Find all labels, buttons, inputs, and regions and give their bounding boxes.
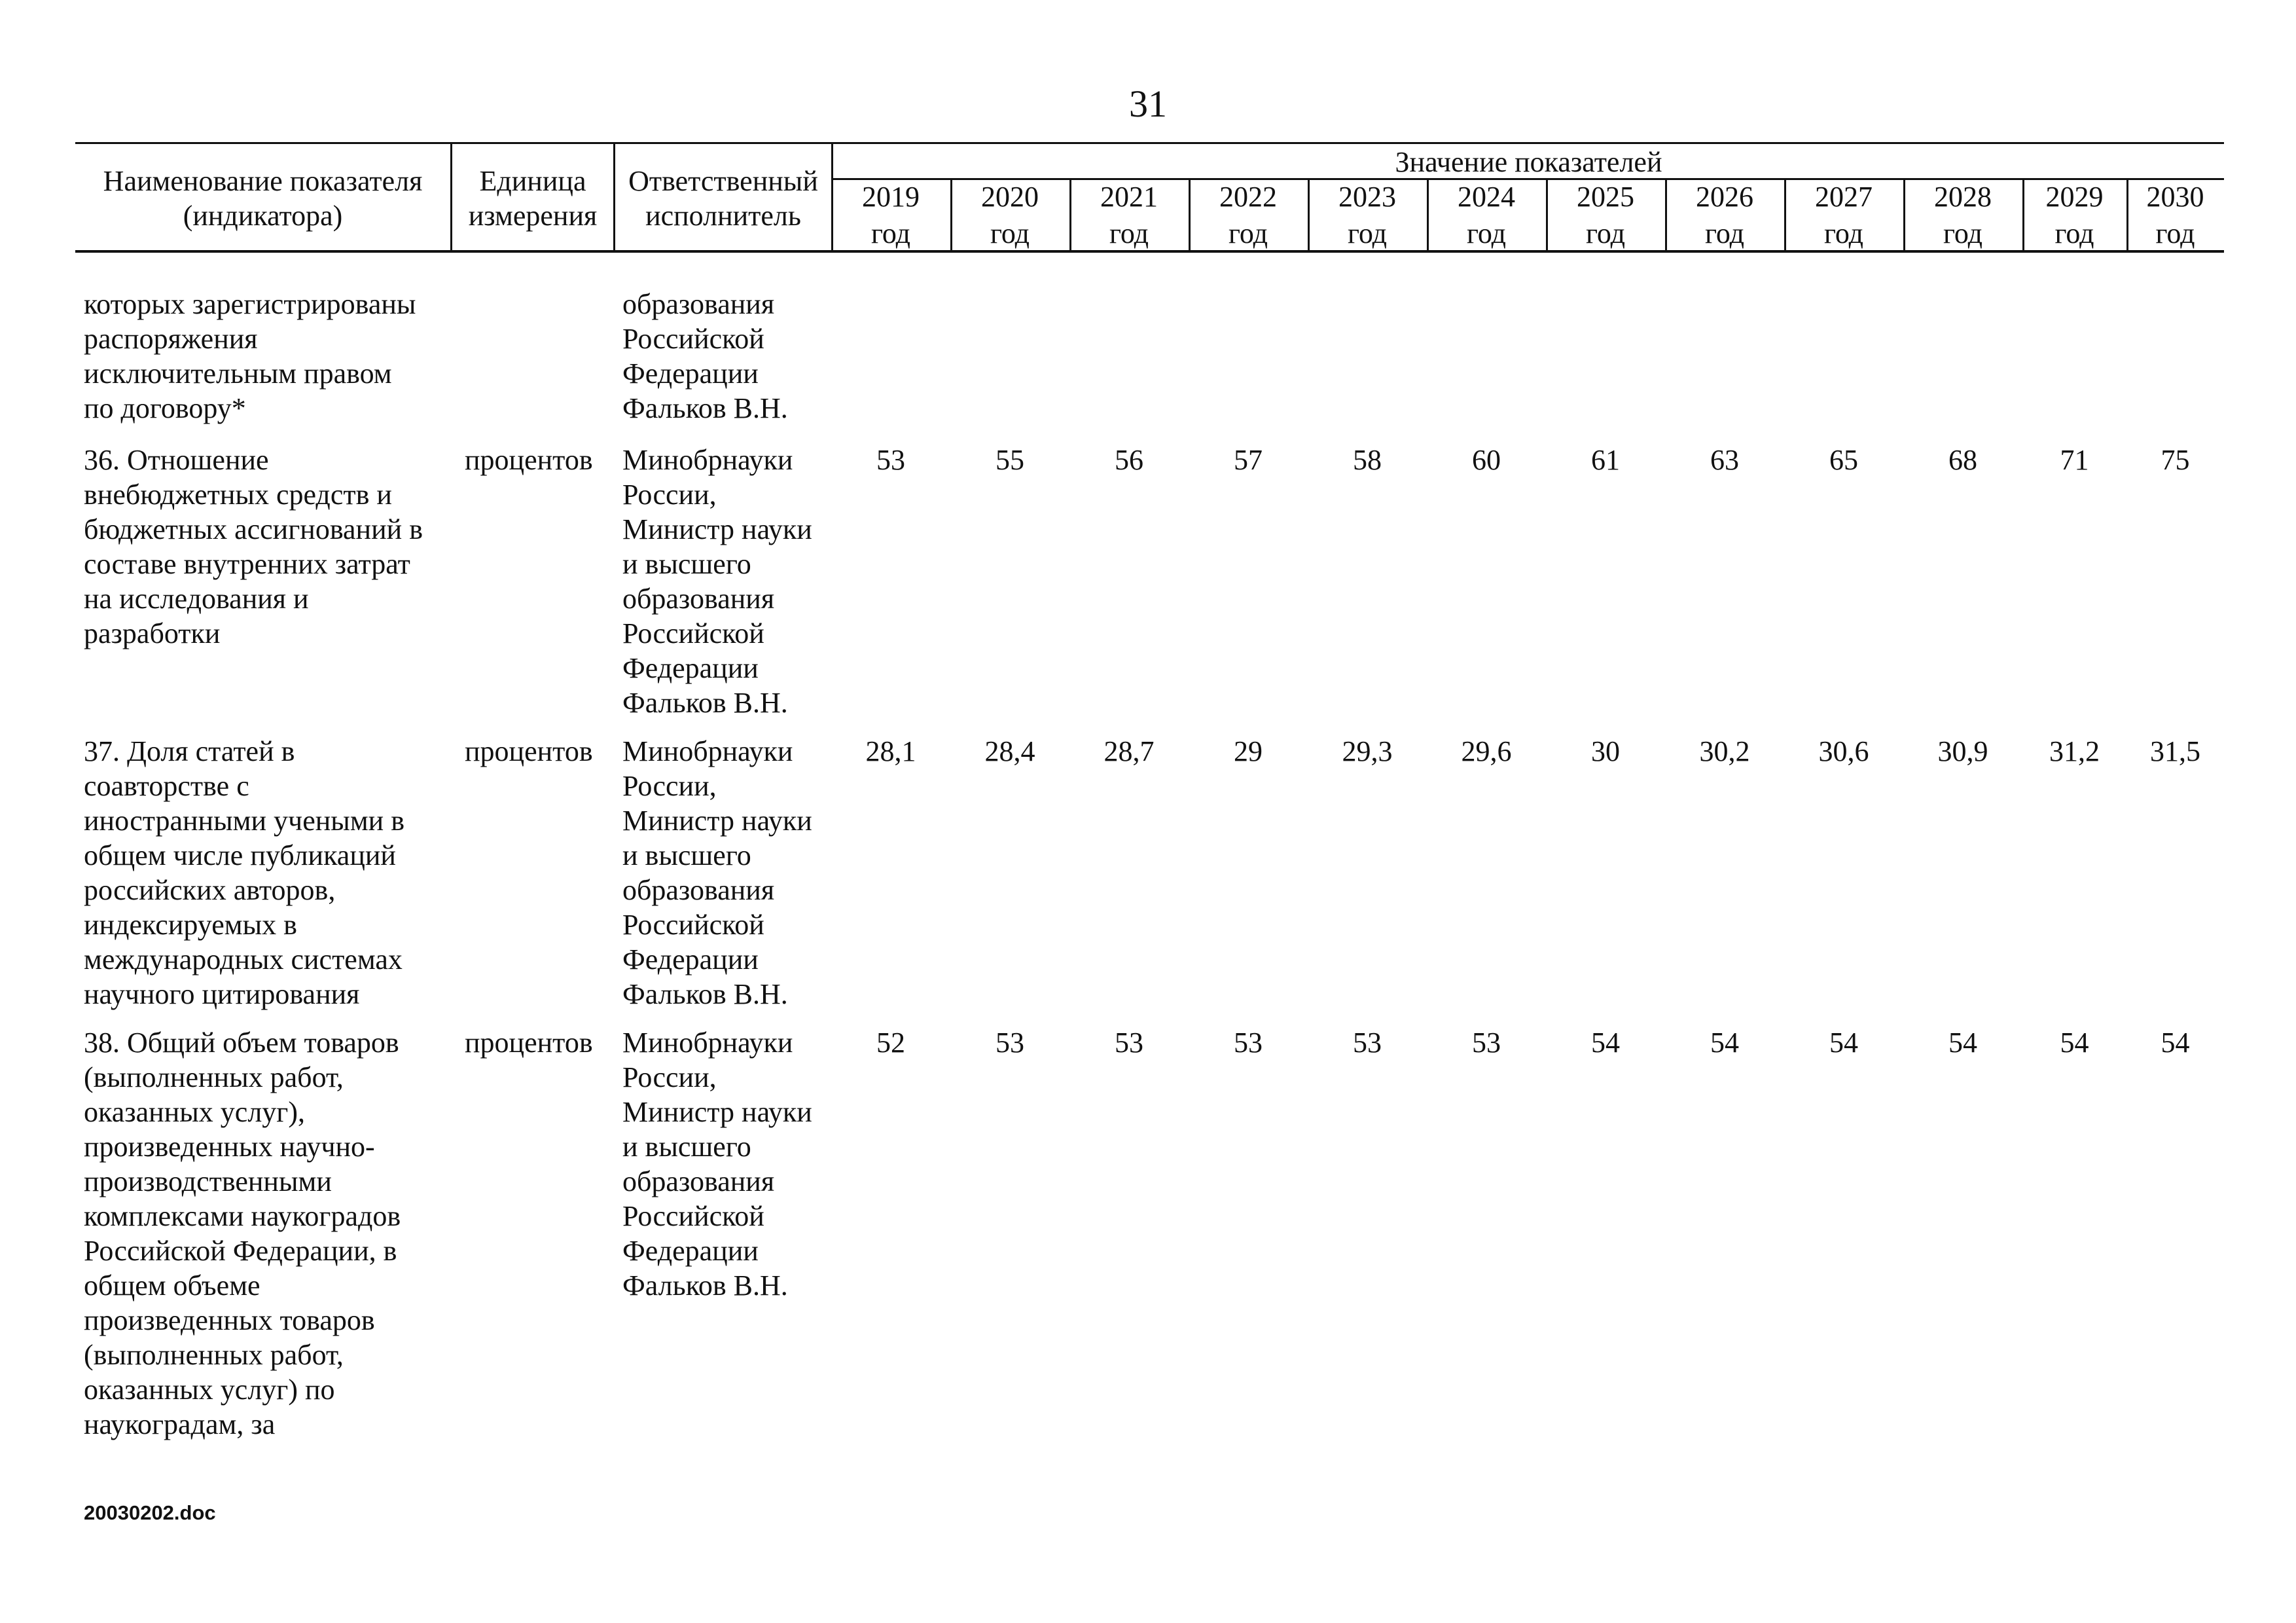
header-indicator-name: Наименование показателя (индикатора) [103,165,423,232]
value-cell: 30,9 [1937,735,1988,767]
row-0-responsible: образования Российской Федерации Фальков В.Н. [622,288,788,424]
header-unit: Единица измерения [468,165,598,232]
value-cell: 28,1 [865,735,916,767]
row-36-responsible: Минобрнауки России, Министр науки и высшего образования Российской Федерации Фальков В.Н. [622,444,812,719]
header-year-unit: год [990,217,1030,249]
header-year-unit: год [1228,217,1268,249]
value-cell: 71 [2060,444,2089,476]
header-year-unit: год [1823,217,1864,249]
header-year-2026: 2026 [1696,181,1753,213]
value-cell: 29 [1234,735,1263,767]
row-37-name: 37. Доля статей в соавторстве с иностранными учеными в общем числе публикаций российских авторов, индексируемых в международных системах научного цитирования [84,735,404,1010]
value-cell: 54 [2161,1027,2190,1059]
value-cell: 63 [1710,444,1739,476]
value-cell: 52 [876,1027,905,1059]
value-cell: 54 [1948,1027,1977,1059]
row-0-name: которых зарегистрированы распоряжения исключительным правом по договору* [84,288,416,424]
row-38-responsible: Минобрнауки России, Министр науки и высшего образования Российской Федерации Фальков В.Н. [622,1027,812,1302]
header-year-unit: год [1704,217,1745,249]
value-cell: 29,3 [1342,735,1393,767]
value-cell: 30,6 [1818,735,1869,767]
header-year-2029: 2029 [2045,181,2104,213]
header-year-2030: 2030 [2146,181,2204,213]
row-37-responsible: Минобрнауки России, Министр науки и высшего образования Российской Федерации Фальков В.Н. [622,735,812,1010]
header-year-unit: год [2054,217,2094,249]
value-cell: 57 [1234,444,1263,476]
value-cell: 54 [1829,1027,1858,1059]
value-cell: 53 [1234,1027,1263,1059]
header-year-2019: 2019 [862,181,920,213]
header-year-unit: год [870,217,911,249]
value-cell: 54 [1710,1027,1739,1059]
row-36-name: 36. Отношение внебюджетных средств и бюджетных ассигнований в составе внутренних затрат на исследования и разработки [84,444,423,649]
value-cell: 31,2 [2049,735,2100,767]
row-38-unit: процентов [465,1027,593,1059]
document-filename: 20030202.doc [84,1501,216,1524]
header-values-group: Значение показателей [1395,146,1662,178]
header-year-2025: 2025 [1577,181,1634,213]
value-cell: 54 [1591,1027,1620,1059]
header-year-2020: 2020 [981,181,1039,213]
value-cell: 53 [996,1027,1024,1059]
value-cell: 28,7 [1103,735,1155,767]
header-year-2027: 2027 [1815,181,1873,213]
header-year-2028: 2028 [1934,181,1992,213]
value-cell: 58 [1353,444,1382,476]
value-cell: 56 [1115,444,1143,476]
value-cell: 61 [1591,444,1620,476]
value-cell: 53 [1472,1027,1501,1059]
value-cell: 53 [1353,1027,1382,1059]
header-year-unit: год [2155,217,2195,249]
header-year-2023: 2023 [1338,181,1396,213]
value-cell: 65 [1829,444,1858,476]
table-top-rule [75,142,2224,144]
value-cell: 30,2 [1699,735,1750,767]
header-year-unit: год [1943,217,1983,249]
header-year-unit: год [1585,217,1626,249]
value-cell: 55 [996,444,1024,476]
row-37-unit: процентов [465,735,593,767]
value-cell: 60 [1472,444,1501,476]
header-year-unit: год [1109,217,1149,249]
value-cell: 30 [1591,735,1620,767]
header-year-2021: 2021 [1100,181,1158,213]
value-cell: 53 [876,444,905,476]
header-year-2024: 2024 [1458,181,1515,213]
header-year-unit: год [1466,217,1507,249]
value-cell: 28,4 [984,735,1035,767]
value-cell: 31,5 [2150,735,2200,767]
header-year-unit: год [1347,217,1388,249]
row-38-name: 38. Общий объем товаров (выполненных работ, оказанных услуг), произведенных научно- производственными комплексами наукоградов Российской Федерации, в общем объеме произведенных товаров (выполненных работ, оказанных услуг) по наукоградам, за [84,1027,401,1440]
value-cell: 29,6 [1461,735,1512,767]
header-responsible: Ответственный исполнитель [628,165,818,232]
value-cell: 75 [2161,444,2190,476]
value-cell: 68 [1948,444,1977,476]
page-number: 31 [1129,82,1167,125]
header-year-2022: 2022 [1219,181,1277,213]
value-cell: 53 [1115,1027,1143,1059]
row-36-unit: процентов [465,444,593,476]
value-cell: 54 [2060,1027,2089,1059]
